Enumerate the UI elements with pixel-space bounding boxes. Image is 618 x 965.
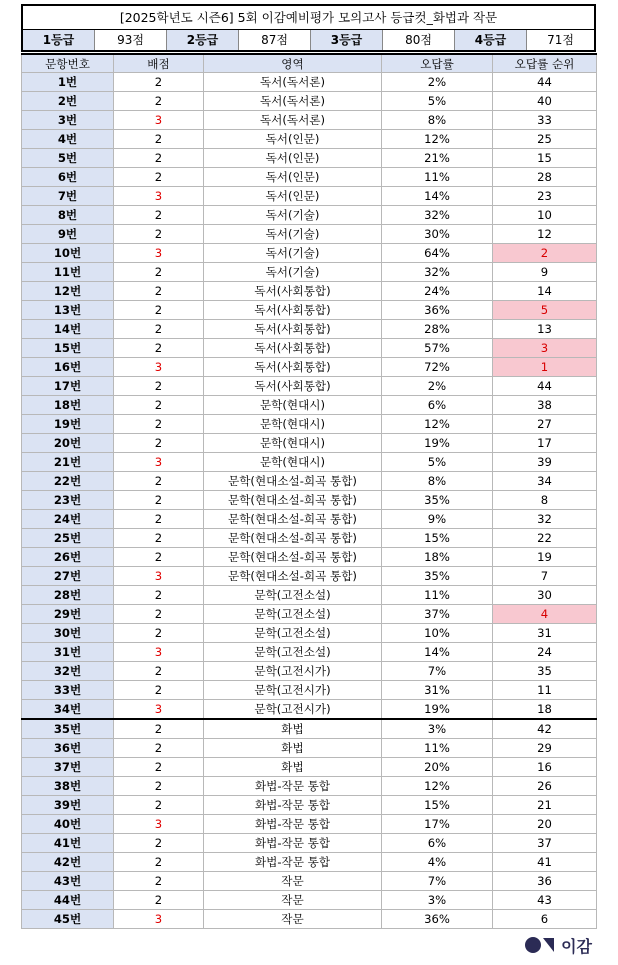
area-cell: 화법-작문 통합 [204,834,382,853]
error-rate-cell: 4% [382,853,493,872]
table-row [22,586,597,605]
error-rate-cell: 5% [382,92,493,111]
points-cell: 3 [114,358,204,377]
points-cell: 2 [114,320,204,339]
points-cell: 2 [114,225,204,244]
error-rate-cell: 35% [382,567,493,586]
error-rank-cell: 9 [493,263,597,282]
points-cell: 2 [114,529,204,548]
table-row [22,244,597,263]
table-row [22,358,597,377]
error-rate-cell: 14% [382,643,493,662]
table-row [22,263,597,282]
error-rank-cell: 19 [493,548,597,567]
area-cell: 작문 [204,891,382,910]
error-rate-cell: 28% [382,320,493,339]
error-rate-cell: 12% [382,777,493,796]
question-number-cell: 17번 [22,377,114,396]
table-row [22,872,597,891]
error-rate-cell: 12% [382,130,493,149]
error-rank-cell: 38 [493,396,597,415]
error-rank-cell: 16 [493,758,597,777]
area-cell: 문학(고전시가) [204,700,382,720]
area-cell: 독서(독서론) [204,92,382,111]
question-number-cell: 41번 [22,834,114,853]
table-row [22,739,597,758]
error-rate-cell: 3% [382,891,493,910]
error-rank-cell: 28 [493,168,597,187]
question-number-cell: 10번 [22,244,114,263]
table-row [22,853,597,872]
table-header-row [22,54,597,73]
error-rank-cell: 31 [493,624,597,643]
igam-logo [524,935,592,955]
table-row [22,548,597,567]
error-rate-cell: 31% [382,681,493,700]
col-question-number: 문항번호 [22,54,114,73]
error-rank-cell: 26 [493,777,597,796]
question-number-cell: 22번 [22,472,114,491]
error-rate-cell: 7% [382,662,493,681]
table-row [22,111,597,130]
points-cell: 2 [114,777,204,796]
area-cell: 독서(사회통합) [204,358,382,377]
question-number-cell: 2번 [22,92,114,111]
error-rank-cell: 40 [493,92,597,111]
points-cell: 2 [114,719,204,739]
error-rate-cell: 36% [382,301,493,320]
question-number-cell: 37번 [22,758,114,777]
points-cell: 3 [114,700,204,720]
error-rank-cell: 20 [493,815,597,834]
col-points: 배점 [114,54,204,73]
points-cell: 2 [114,472,204,491]
table-row [22,491,597,510]
points-cell: 2 [114,586,204,605]
error-rank-cell: 23 [493,187,597,206]
points-cell: 3 [114,111,204,130]
table-row [22,415,597,434]
points-cell: 3 [114,910,204,929]
points-cell: 2 [114,339,204,358]
error-rank-cell: 27 [493,415,597,434]
question-number-cell: 44번 [22,891,114,910]
table-row [22,777,597,796]
question-number-cell: 14번 [22,320,114,339]
points-cell: 2 [114,796,204,815]
area-cell: 독서(기술) [204,206,382,225]
error-rank-cell: 39 [493,453,597,472]
question-number-cell: 30번 [22,624,114,643]
grade-3-score: 80점 [383,30,455,50]
col-area: 영역 [204,54,382,73]
error-rate-cell: 8% [382,472,493,491]
error-rank-cell: 8 [493,491,597,510]
error-rank-cell: 7 [493,567,597,586]
error-rate-cell: 64% [382,244,493,263]
error-rate-cell: 7% [382,872,493,891]
table-row [22,149,597,168]
points-cell: 2 [114,396,204,415]
points-cell: 2 [114,92,204,111]
grade-1-label: 1등급 [23,30,95,50]
points-cell: 2 [114,491,204,510]
igam-logo-icon [524,935,558,955]
table-row [22,92,597,111]
area-cell: 문학(현대소설-희곡 통합) [204,529,382,548]
error-rate-cell: 35% [382,491,493,510]
grade-4-label: 4등급 [455,30,527,50]
points-cell: 2 [114,282,204,301]
error-rank-cell: 44 [493,377,597,396]
error-rate-cell: 11% [382,168,493,187]
table-row [22,815,597,834]
points-cell: 3 [114,244,204,263]
area-cell: 독서(인문) [204,168,382,187]
error-rank-cell: 35 [493,662,597,681]
points-cell: 2 [114,377,204,396]
points-cell: 3 [114,187,204,206]
area-cell: 화법-작문 통합 [204,796,382,815]
points-cell: 2 [114,834,204,853]
question-number-cell: 4번 [22,130,114,149]
error-rate-cell: 8% [382,111,493,130]
question-number-cell: 26번 [22,548,114,567]
col-error-rank: 오답률 순위 [493,54,597,73]
question-number-cell: 29번 [22,605,114,624]
grade-2-label: 2등급 [167,30,239,50]
error-rate-cell: 24% [382,282,493,301]
error-rate-cell: 10% [382,624,493,643]
error-rank-cell: 2 [493,244,597,263]
points-cell: 2 [114,662,204,681]
table-row [22,206,597,225]
error-rank-cell: 14 [493,282,597,301]
question-number-cell: 13번 [22,301,114,320]
area-cell: 독서(사회통합) [204,377,382,396]
points-cell: 2 [114,853,204,872]
error-rank-cell: 43 [493,891,597,910]
table-row [22,339,597,358]
table-row [22,130,597,149]
grade-cutoffs [23,30,594,50]
error-rate-cell: 18% [382,548,493,567]
error-rate-cell: 37% [382,605,493,624]
error-rate-cell: 15% [382,529,493,548]
error-rank-cell: 30 [493,586,597,605]
points-cell: 2 [114,301,204,320]
area-cell: 화법-작문 통합 [204,853,382,872]
error-rank-cell: 22 [493,529,597,548]
error-rate-cell: 32% [382,263,493,282]
points-cell: 3 [114,567,204,586]
points-cell: 2 [114,739,204,758]
points-cell: 2 [114,548,204,567]
question-number-cell: 15번 [22,339,114,358]
error-rank-cell: 1 [493,358,597,377]
table-row [22,529,597,548]
question-number-cell: 25번 [22,529,114,548]
area-cell: 문학(고전소설) [204,605,382,624]
error-rate-cell: 6% [382,834,493,853]
table-row [22,320,597,339]
error-rate-cell: 2% [382,73,493,92]
col-error-rate: 오답률 [382,54,493,73]
table-row [22,377,597,396]
points-cell: 2 [114,872,204,891]
area-cell: 화법 [204,739,382,758]
area-cell: 작문 [204,872,382,891]
question-number-cell: 24번 [22,510,114,529]
area-cell: 독서(기술) [204,244,382,263]
error-rate-cell: 12% [382,415,493,434]
area-cell: 화법 [204,719,382,739]
error-rank-cell: 5 [493,301,597,320]
grade-1-score: 93점 [95,30,167,50]
table-row [22,700,597,720]
points-cell: 2 [114,434,204,453]
table-row [22,624,597,643]
error-rank-cell: 3 [493,339,597,358]
error-rate-cell: 11% [382,739,493,758]
grade-4-score: 71점 [527,30,594,50]
points-cell: 2 [114,149,204,168]
error-rank-cell: 21 [493,796,597,815]
table-row [22,168,597,187]
question-number-cell: 33번 [22,681,114,700]
question-number-cell: 5번 [22,149,114,168]
table-row [22,719,597,739]
area-cell: 문학(현대시) [204,434,382,453]
question-number-cell: 1번 [22,73,114,92]
error-rate-cell: 72% [382,358,493,377]
error-rank-cell: 17 [493,434,597,453]
error-rate-cell: 11% [382,586,493,605]
question-number-cell: 6번 [22,168,114,187]
error-rank-cell: 25 [493,130,597,149]
error-rank-cell: 42 [493,719,597,739]
error-rate-cell: 2% [382,377,493,396]
area-cell: 문학(현대시) [204,453,382,472]
area-cell: 독서(독서론) [204,73,382,92]
question-number-cell: 9번 [22,225,114,244]
error-rate-cell: 32% [382,206,493,225]
area-cell: 문학(고전시가) [204,681,382,700]
points-cell: 2 [114,510,204,529]
question-number-cell: 32번 [22,662,114,681]
question-number-cell: 45번 [22,910,114,929]
table-row [22,758,597,777]
question-number-cell: 31번 [22,643,114,662]
table-row [22,434,597,453]
question-number-cell: 19번 [22,415,114,434]
error-rate-cell: 57% [382,339,493,358]
area-cell: 화법-작문 통합 [204,815,382,834]
table-row [22,301,597,320]
error-rank-cell: 44 [493,73,597,92]
area-cell: 독서(사회통합) [204,282,382,301]
question-number-cell: 18번 [22,396,114,415]
table-row [22,453,597,472]
area-cell: 문학(고전소설) [204,624,382,643]
area-cell: 문학(고전시가) [204,662,382,681]
error-rank-cell: 41 [493,853,597,872]
table-row [22,910,597,929]
grade-2-score: 87점 [239,30,311,50]
points-cell: 2 [114,605,204,624]
error-rate-cell: 30% [382,225,493,244]
area-cell: 문학(현대시) [204,396,382,415]
question-number-cell: 16번 [22,358,114,377]
area-cell: 독서(사회통합) [204,301,382,320]
error-rank-cell: 13 [493,320,597,339]
error-rank-cell: 18 [493,700,597,720]
error-rate-cell: 14% [382,187,493,206]
question-number-cell: 34번 [22,700,114,720]
question-number-cell: 21번 [22,453,114,472]
table-row [22,73,597,92]
points-cell: 3 [114,815,204,834]
error-rate-cell: 15% [382,796,493,815]
table-row [22,605,597,624]
error-rate-cell: 17% [382,815,493,834]
area-cell: 독서(인문) [204,187,382,206]
error-rate-cell: 19% [382,700,493,720]
table-row [22,567,597,586]
area-cell: 문학(현대소설-희곡 통합) [204,510,382,529]
points-cell: 2 [114,263,204,282]
area-cell: 작문 [204,910,382,929]
table-body [22,73,597,929]
error-rate-cell: 5% [382,453,493,472]
question-number-cell: 12번 [22,282,114,301]
question-number-cell: 39번 [22,796,114,815]
error-rate-cell: 36% [382,910,493,929]
question-stats-table [21,53,597,929]
error-rank-cell: 15 [493,149,597,168]
error-rate-cell: 3% [382,719,493,739]
cutoff-header [21,4,596,52]
area-cell: 화법 [204,758,382,777]
area-cell: 문학(현대소설-희곡 통합) [204,548,382,567]
error-rank-cell: 37 [493,834,597,853]
question-number-cell: 36번 [22,739,114,758]
points-cell: 2 [114,168,204,187]
question-number-cell: 35번 [22,719,114,739]
question-number-cell: 42번 [22,853,114,872]
logo-text: 이감 [561,936,592,956]
area-cell: 문학(고전소설) [204,586,382,605]
area-cell: 문학(현대소설-희곡 통합) [204,491,382,510]
area-cell: 독서(독서론) [204,111,382,130]
error-rank-cell: 6 [493,910,597,929]
error-rank-cell: 34 [493,472,597,491]
table-row [22,396,597,415]
question-number-cell: 11번 [22,263,114,282]
points-cell: 2 [114,891,204,910]
error-rank-cell: 12 [493,225,597,244]
question-number-cell: 3번 [22,111,114,130]
error-rate-cell: 9% [382,510,493,529]
table-row [22,681,597,700]
table-row [22,472,597,491]
error-rank-cell: 29 [493,739,597,758]
question-number-cell: 7번 [22,187,114,206]
error-rate-cell: 21% [382,149,493,168]
points-cell: 2 [114,130,204,149]
page-title: [2025학년도 시즌6] 5회 이감예비평가 모의고사 등급컷_화법과 작문 [23,6,594,30]
table-row [22,187,597,206]
points-cell: 2 [114,624,204,643]
table-row [22,796,597,815]
area-cell: 독서(기술) [204,263,382,282]
area-cell: 독서(인문) [204,130,382,149]
points-cell: 2 [114,681,204,700]
error-rank-cell: 10 [493,206,597,225]
table-row [22,662,597,681]
error-rate-cell: 6% [382,396,493,415]
grade-3-label: 3등급 [311,30,383,50]
area-cell: 문학(현대시) [204,415,382,434]
error-rate-cell: 19% [382,434,493,453]
table-row [22,510,597,529]
area-cell: 문학(현대소설-희곡 통합) [204,472,382,491]
question-number-cell: 27번 [22,567,114,586]
area-cell: 독서(기술) [204,225,382,244]
error-rank-cell: 32 [493,510,597,529]
points-cell: 2 [114,415,204,434]
table-row [22,225,597,244]
question-number-cell: 23번 [22,491,114,510]
table-row [22,834,597,853]
question-number-cell: 28번 [22,586,114,605]
area-cell: 문학(현대소설-희곡 통합) [204,567,382,586]
error-rank-cell: 11 [493,681,597,700]
error-rank-cell: 36 [493,872,597,891]
question-number-cell: 38번 [22,777,114,796]
error-rank-cell: 33 [493,111,597,130]
points-cell: 2 [114,73,204,92]
error-rank-cell: 4 [493,605,597,624]
question-number-cell: 20번 [22,434,114,453]
area-cell: 독서(인문) [204,149,382,168]
points-cell: 3 [114,453,204,472]
question-number-cell: 8번 [22,206,114,225]
error-rank-cell: 24 [493,643,597,662]
area-cell: 화법-작문 통합 [204,777,382,796]
area-cell: 문학(고전소설) [204,643,382,662]
points-cell: 2 [114,206,204,225]
area-cell: 독서(사회통합) [204,320,382,339]
error-rate-cell: 20% [382,758,493,777]
table-row [22,643,597,662]
table-row [22,282,597,301]
points-cell: 2 [114,758,204,777]
table-row [22,891,597,910]
question-number-cell: 40번 [22,815,114,834]
question-number-cell: 43번 [22,872,114,891]
area-cell: 독서(사회통합) [204,339,382,358]
points-cell: 3 [114,643,204,662]
